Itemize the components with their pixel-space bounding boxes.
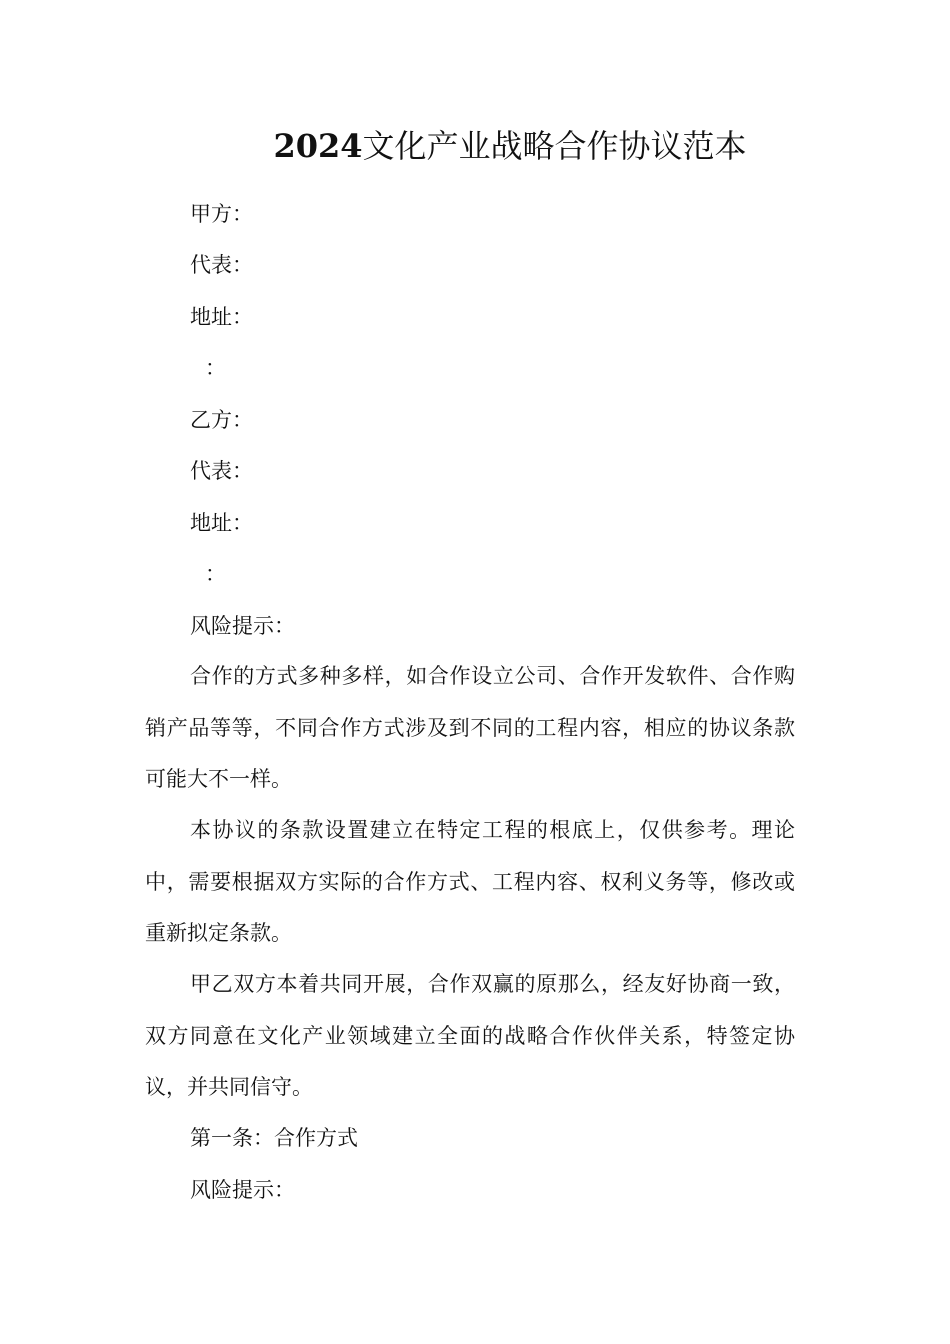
paragraph-reference-notice: 本协议的条款设置建立在特定工程的根底上，仅供参考。理论中，需要根据双方实际的合作方式、工程内容、权利义务等，修改或重新拟定条款。 (145, 818, 795, 945)
risk-notice-label: 风险提示： (190, 614, 295, 638)
paragraph-agreement-intent: 甲乙双方本着共同开展，合作双赢的原那么，经友好协商一致，双方同意在文化产业领域建立全面的战略合作伙伴关系，特签定协议，并共同信守。 (145, 972, 795, 1099)
title-text: 文化产业战略合作协议范本 (362, 127, 747, 165)
party-b-address-label: 地址： (190, 511, 253, 535)
paragraph-cooperation-methods: 合作的方式多种多样，如合作设立公司、合作开发软件、合作购销产品等等，不同合作方式涉及到不同的工程内容，相应的协议条款可能大不一样。 (145, 664, 795, 791)
risk-notice-label-2: 风险提示： (190, 1178, 295, 1202)
party-a-address-label: 地址： (190, 305, 253, 329)
article-1-heading: 第一条：合作方式 (190, 1126, 358, 1150)
title-year: 2024 (273, 127, 363, 165)
party-a-label: 甲方： (190, 202, 253, 226)
party-a-blank-field: ： (205, 356, 226, 380)
party-a-representative-label: 代表： (190, 253, 253, 277)
document-title (0, 120, 950, 172)
party-b-representative-label: 代表： (190, 459, 253, 483)
party-b-label: 乙方： (190, 408, 253, 432)
party-b-blank-field: ： (205, 562, 226, 586)
